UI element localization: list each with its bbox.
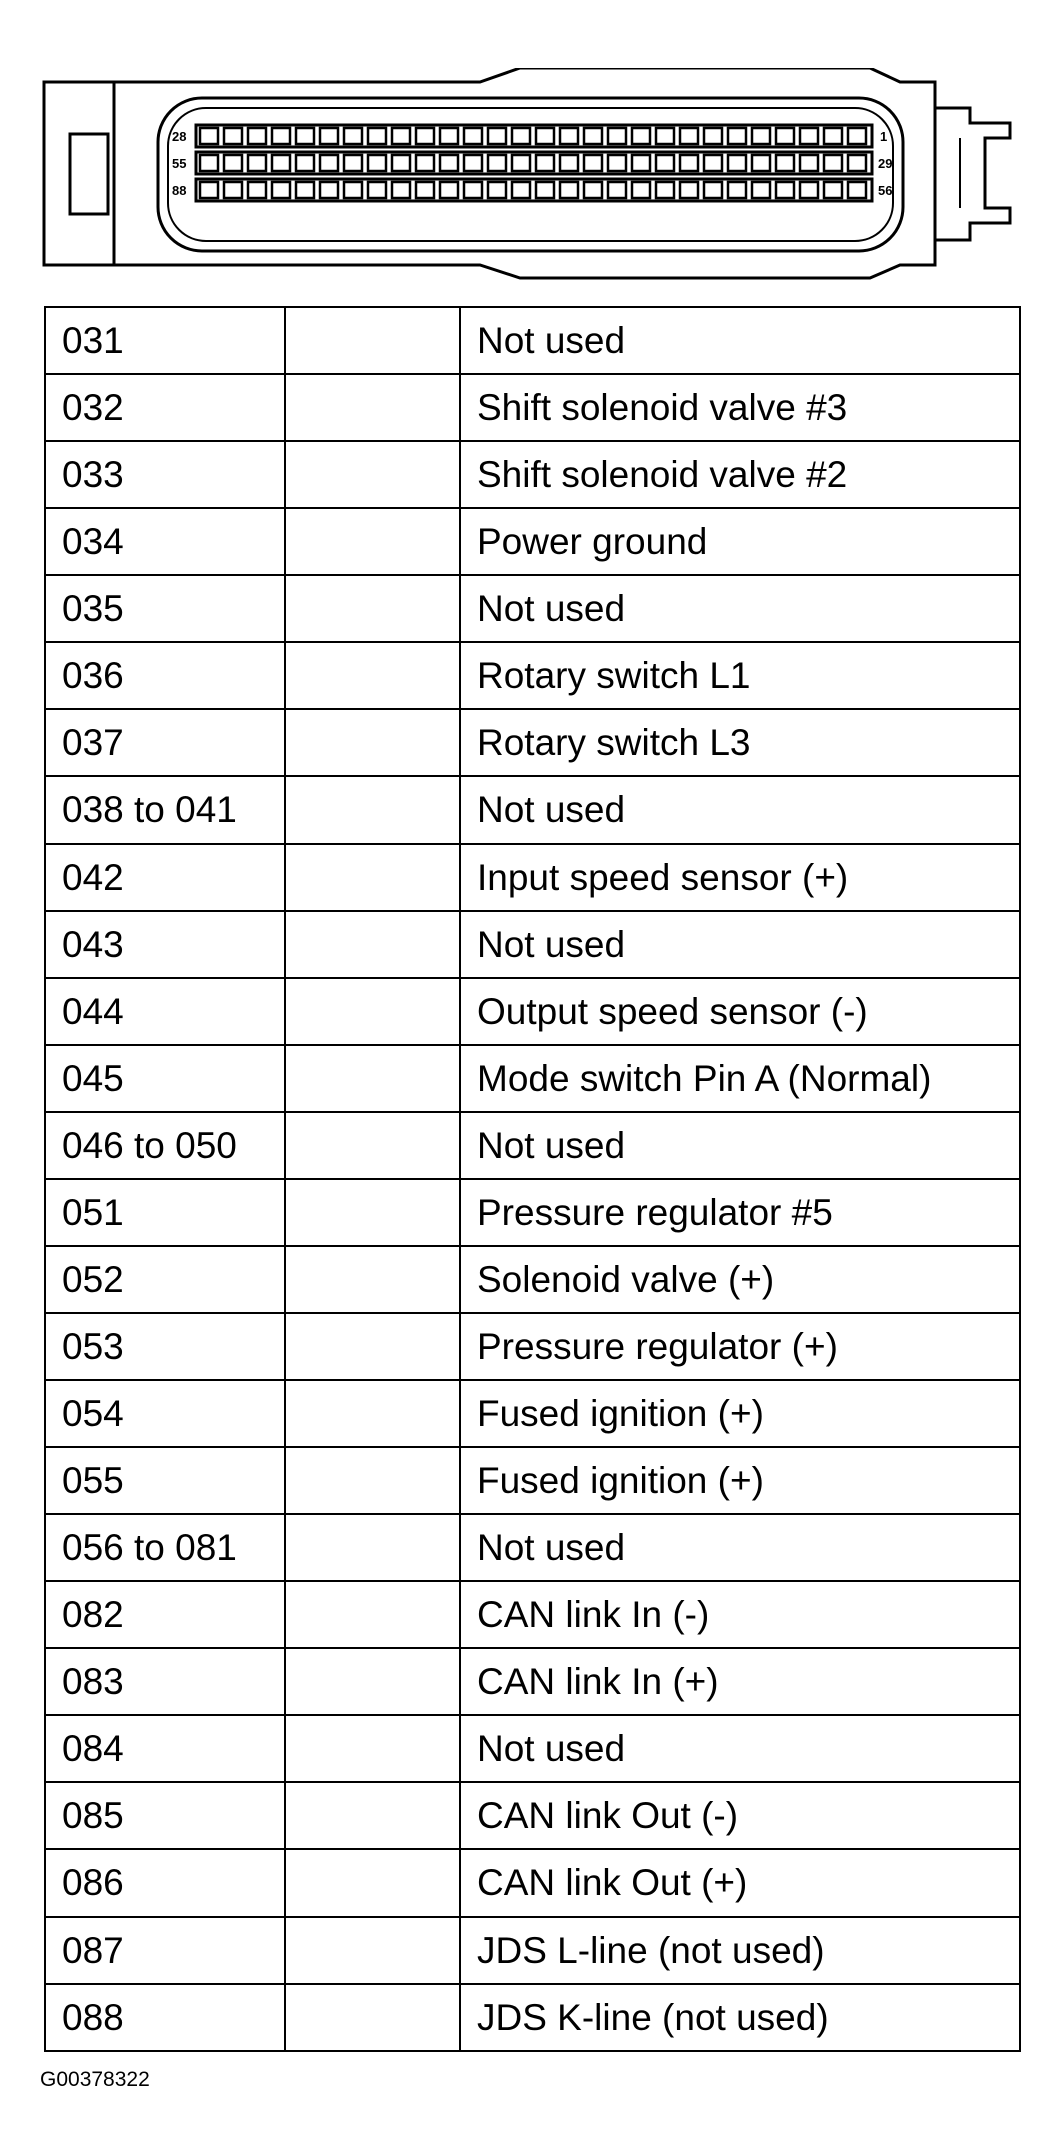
table-row <box>45 1782 1020 1849</box>
pin-socket <box>320 155 338 171</box>
blank-cell <box>285 1179 460 1246</box>
description-cell: Shift solenoid valve #3 <box>460 374 1020 441</box>
pin-socket <box>248 128 266 144</box>
table-row <box>45 1648 1020 1715</box>
pin-cell: 085 <box>45 1782 285 1849</box>
left-latch-inner <box>70 134 108 214</box>
pin-socket <box>488 155 506 171</box>
pin-socket <box>416 182 434 198</box>
pin-socket <box>752 182 770 198</box>
left-latch <box>44 82 114 265</box>
table-row <box>45 776 1020 843</box>
pin-socket <box>560 155 578 171</box>
table-row <box>45 1447 1020 1514</box>
pin-socket <box>536 128 554 144</box>
pin-socket <box>512 182 530 198</box>
table-row <box>45 441 1020 508</box>
description-cell: Not used <box>460 1112 1020 1179</box>
pin-cell: 086 <box>45 1849 285 1916</box>
pin-socket <box>440 155 458 171</box>
pin-cell: 045 <box>45 1045 285 1112</box>
table-row <box>45 1380 1020 1447</box>
pin-socket <box>512 128 530 144</box>
description-cell: CAN link Out (-) <box>460 1782 1020 1849</box>
pin-socket <box>224 155 242 171</box>
description-cell: Not used <box>460 1514 1020 1581</box>
blank-cell <box>285 508 460 575</box>
table-row <box>45 1715 1020 1782</box>
pin-cell: 043 <box>45 911 285 978</box>
figure-id: G00378322 <box>40 2068 150 2091</box>
pin-socket <box>728 155 746 171</box>
pin-socket <box>824 155 842 171</box>
description-cell: Not used <box>460 307 1020 374</box>
table-row <box>45 844 1020 911</box>
pin-socket <box>272 155 290 171</box>
blank-cell <box>285 1447 460 1514</box>
pin-socket <box>848 155 866 171</box>
pin-socket <box>296 155 314 171</box>
pin-socket <box>488 128 506 144</box>
pin-socket <box>368 155 386 171</box>
pin-cell: 036 <box>45 642 285 709</box>
table-row <box>45 1984 1020 2051</box>
pin-socket <box>656 128 674 144</box>
pin-socket <box>392 182 410 198</box>
pin-socket <box>224 182 242 198</box>
description-cell: Solenoid valve (+) <box>460 1246 1020 1313</box>
pin-socket <box>320 182 338 198</box>
blank-cell <box>285 642 460 709</box>
pin-socket <box>824 128 842 144</box>
pin-socket <box>296 128 314 144</box>
description-cell: Power ground <box>460 508 1020 575</box>
blank-cell <box>285 1581 460 1648</box>
pin-label-1: 1 <box>880 129 888 144</box>
pin-socket <box>824 182 842 198</box>
pin-socket <box>656 155 674 171</box>
pin-cell: 053 <box>45 1313 285 1380</box>
pin-socket <box>800 155 818 171</box>
description-cell: Shift solenoid valve #2 <box>460 441 1020 508</box>
pin-cell: 051 <box>45 1179 285 1246</box>
pin-cell: 032 <box>45 374 285 441</box>
pin-cell: 031 <box>45 307 285 374</box>
pin-socket <box>368 128 386 144</box>
pin-socket <box>704 155 722 171</box>
pin-socket <box>800 128 818 144</box>
pin-socket <box>776 182 794 198</box>
description-cell: Input speed sensor (+) <box>460 844 1020 911</box>
pin-socket <box>416 128 434 144</box>
pin-socket <box>416 155 434 171</box>
description-cell: Pressure regulator (+) <box>460 1313 1020 1380</box>
table-row <box>45 709 1020 776</box>
pin-socket <box>704 128 722 144</box>
blank-cell <box>285 1514 460 1581</box>
pin-label-88: 88 <box>172 183 187 198</box>
pin-socket <box>224 128 242 144</box>
pin-socket <box>344 128 362 144</box>
pin-socket <box>752 155 770 171</box>
pin-socket <box>392 128 410 144</box>
description-cell: Rotary switch L1 <box>460 642 1020 709</box>
blank-cell <box>285 441 460 508</box>
pin-socket <box>560 182 578 198</box>
description-cell: Fused ignition (+) <box>460 1380 1020 1447</box>
pin-socket <box>704 182 722 198</box>
pin-socket <box>368 182 386 198</box>
description-cell: CAN link Out (+) <box>460 1849 1020 1916</box>
pin-socket <box>248 182 266 198</box>
blank-cell <box>285 709 460 776</box>
table-row <box>45 1246 1020 1313</box>
description-cell: CAN link In (-) <box>460 1581 1020 1648</box>
pin-socket <box>272 128 290 144</box>
pin-socket <box>680 128 698 144</box>
table-row <box>45 1112 1020 1179</box>
description-cell: JDS K-line (not used) <box>460 1984 1020 2051</box>
table-row <box>45 575 1020 642</box>
table-row <box>45 1313 1020 1380</box>
blank-cell <box>285 1313 460 1380</box>
pin-socket <box>632 182 650 198</box>
pin-label-55: 55 <box>172 156 187 171</box>
pin-socket <box>536 182 554 198</box>
description-cell: Pressure regulator #5 <box>460 1179 1020 1246</box>
pin-socket <box>440 128 458 144</box>
blank-cell <box>285 776 460 843</box>
pin-cell: 056 to 081 <box>45 1514 285 1581</box>
right-latch <box>935 108 1010 240</box>
pin-cell: 087 <box>45 1917 285 1984</box>
pin-socket <box>392 155 410 171</box>
description-cell: CAN link In (+) <box>460 1648 1020 1715</box>
pin-socket <box>272 182 290 198</box>
table-row <box>45 1514 1020 1581</box>
pin-cell: 055 <box>45 1447 285 1514</box>
table-row <box>45 307 1020 374</box>
pin-socket <box>344 155 362 171</box>
blank-cell <box>285 575 460 642</box>
pin-socket <box>656 182 674 198</box>
pin-socket <box>584 128 602 144</box>
blank-cell <box>285 1246 460 1313</box>
pin-socket <box>800 182 818 198</box>
pin-socket <box>200 128 218 144</box>
blank-cell <box>285 1715 460 1782</box>
blank-cell <box>285 1917 460 1984</box>
blank-cell <box>285 978 460 1045</box>
pin-socket <box>608 155 626 171</box>
pin-socket <box>632 155 650 171</box>
pin-socket <box>680 155 698 171</box>
table-row <box>45 1849 1020 1916</box>
pinout-table <box>44 306 1021 2052</box>
pin-rows <box>196 125 872 201</box>
pin-socket <box>488 182 506 198</box>
pin-cell: 044 <box>45 978 285 1045</box>
description-cell: Fused ignition (+) <box>460 1447 1020 1514</box>
description-cell: Mode switch Pin A (Normal) <box>460 1045 1020 1112</box>
blank-cell <box>285 911 460 978</box>
table-row <box>45 508 1020 575</box>
table-row <box>45 374 1020 441</box>
pin-socket <box>464 128 482 144</box>
table-row <box>45 1045 1020 1112</box>
description-cell: Not used <box>460 575 1020 642</box>
pin-cell: 082 <box>45 1581 285 1648</box>
blank-cell <box>285 1849 460 1916</box>
pin-socket <box>632 128 650 144</box>
blank-cell <box>285 1648 460 1715</box>
pin-cell: 084 <box>45 1715 285 1782</box>
pin-socket <box>608 128 626 144</box>
pin-socket <box>464 182 482 198</box>
pin-socket <box>296 182 314 198</box>
pin-socket <box>728 182 746 198</box>
table-row <box>45 978 1020 1045</box>
pin-socket <box>320 128 338 144</box>
pin-cell: 038 to 041 <box>45 776 285 843</box>
pin-label-29: 29 <box>878 156 893 171</box>
table-row <box>45 1917 1020 1984</box>
pin-cell: 088 <box>45 1984 285 2051</box>
pin-label-28: 28 <box>172 129 187 144</box>
blank-cell <box>285 1380 460 1447</box>
pin-socket <box>728 128 746 144</box>
description-cell: Output speed sensor (-) <box>460 978 1020 1045</box>
table-row <box>45 1179 1020 1246</box>
connector-diagram <box>40 68 1020 283</box>
pin-cell: 052 <box>45 1246 285 1313</box>
pin-socket <box>776 128 794 144</box>
table-row <box>45 642 1020 709</box>
pin-socket <box>776 155 794 171</box>
pin-socket <box>536 155 554 171</box>
blank-cell <box>285 1782 460 1849</box>
pin-label-56: 56 <box>878 183 893 198</box>
blank-cell <box>285 1112 460 1179</box>
pin-socket <box>584 182 602 198</box>
table-row <box>45 1581 1020 1648</box>
pin-socket <box>344 182 362 198</box>
pin-socket <box>200 182 218 198</box>
pin-socket <box>752 128 770 144</box>
pin-socket <box>440 182 458 198</box>
pin-socket <box>248 155 266 171</box>
blank-cell <box>285 844 460 911</box>
pin-cell: 034 <box>45 508 285 575</box>
pin-cell: 054 <box>45 1380 285 1447</box>
pin-cell: 046 to 050 <box>45 1112 285 1179</box>
description-cell: Not used <box>460 911 1020 978</box>
pin-socket <box>848 128 866 144</box>
blank-cell <box>285 1045 460 1112</box>
pin-socket <box>200 155 218 171</box>
pin-cell: 037 <box>45 709 285 776</box>
description-cell: JDS L-line (not used) <box>460 1917 1020 1984</box>
blank-cell <box>285 1984 460 2051</box>
pin-cell: 042 <box>45 844 285 911</box>
pin-cell: 033 <box>45 441 285 508</box>
blank-cell <box>285 307 460 374</box>
pin-socket <box>560 128 578 144</box>
description-cell: Not used <box>460 776 1020 843</box>
blank-cell <box>285 374 460 441</box>
pin-socket <box>848 182 866 198</box>
pin-socket <box>584 155 602 171</box>
pin-socket <box>680 182 698 198</box>
pin-socket <box>608 182 626 198</box>
description-cell: Rotary switch L3 <box>460 709 1020 776</box>
pin-socket <box>512 155 530 171</box>
pin-cell: 083 <box>45 1648 285 1715</box>
description-cell: Not used <box>460 1715 1020 1782</box>
pin-socket <box>464 155 482 171</box>
pin-cell: 035 <box>45 575 285 642</box>
table-row <box>45 911 1020 978</box>
